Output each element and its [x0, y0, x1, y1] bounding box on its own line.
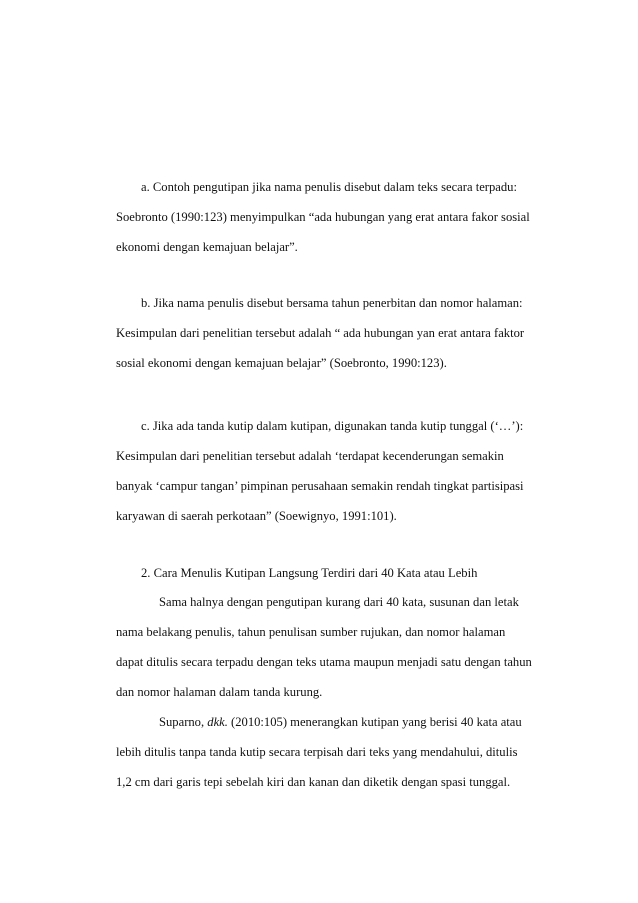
section-b-line-1: b. Jika nama penulis disebut bersama tahun penerbitan dan nomor halaman: [141, 296, 523, 310]
section-2-p2-line-1 [159, 716, 522, 729]
section-a-line-2: Soebronto (1990:123) menyimpulkan “ada hubungan yang erat antara fakor sosial [116, 210, 530, 224]
section-a-line-3: ekonomi dengan kemajuan belajar”. [116, 240, 298, 254]
section-2-p2-line-3: 1,2 cm dari garis tepi sebelah kiri dan kanan dan diketik dengan spasi tunggal. [116, 775, 511, 789]
section-a-line-1: a. Contoh pengutipan jika nama penulis disebut dalam teks secara terpadu: [141, 180, 517, 194]
section-b-line-2: Kesimpulan dari penelitian tersebut adalah “ ada hubungan yan erat antara faktor [116, 326, 525, 340]
section-2-p2-line-1-rest: (2010:105) menerangkan kutipan yang berisi 40 kata atau [227, 715, 522, 729]
section-c-line-2: Kesimpulan dari penelitian tersebut adalah ‘terdapat kecenderungan semakin [116, 449, 504, 463]
citation-et-al: dkk. [207, 715, 228, 729]
section-2-heading: 2. Cara Menulis Kutipan Langsung Terdiri dari 40 Kata atau Lebih [141, 566, 478, 580]
section-c-line-4: karyawan di saerah perkotaan” (Soewignyo, 1991:101). [116, 509, 397, 523]
section-2-p1-line-1: Sama halnya dengan pengutipan kurang dari 40 kata, susunan dan letak [159, 595, 519, 609]
section-2-p2-line-2: lebih ditulis tanpa tanda kutip secara terpisah dari teks yang mendahului, ditulis [116, 745, 518, 759]
section-2-p1-line-4: dan nomor halaman dalam tanda kurung. [116, 685, 323, 699]
citation-author: Suparno, [159, 715, 205, 729]
section-c-line-3: banyak ‘campur tangan’ pimpinan perusahaan semakin rendah tingkat partisipasi [116, 479, 524, 493]
section-c-line-1: c. Jika ada tanda kutip dalam kutipan, digunakan tanda kutip tunggal (‘…’): [141, 419, 524, 433]
section-2-p1-line-3: dapat ditulis secara terpadu dengan teks utama maupun menjadi satu dengan tahun [116, 655, 532, 669]
section-2-p1-line-2: nama belakang penulis, tahun penulisan sumber rujukan, dan nomor halaman [116, 625, 506, 639]
section-b-line-3: sosial ekonomi dengan kemajuan belajar” (Soebronto, 1990:123). [116, 356, 447, 370]
